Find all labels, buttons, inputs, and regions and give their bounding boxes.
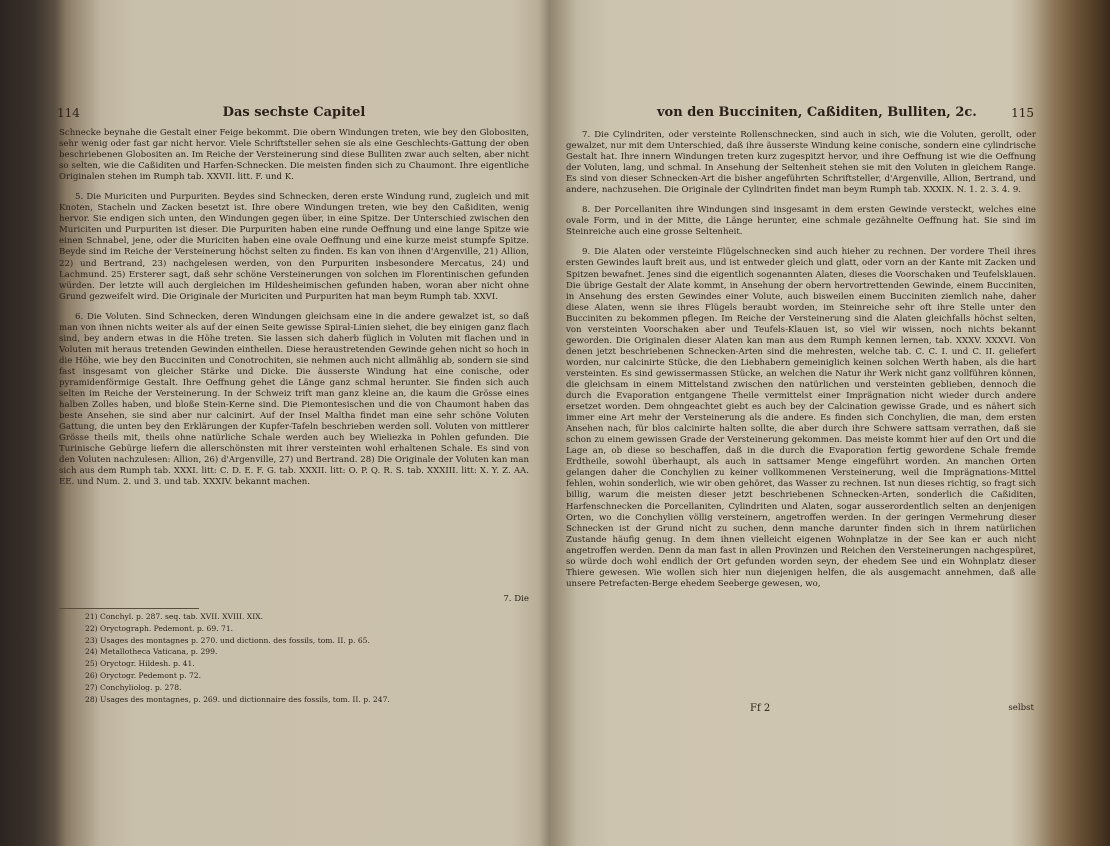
footnotes [85,611,525,705]
page-number: 115 [1011,106,1034,120]
paragraph: Schnecke beynahe die Gestalt einer Feige bekommt. Die obern Windungen treten, wie bey den Globositen, sehr wenig oder fast gar nicht hervor. Viele Schriftsteller sehen sie als eine Geschlechts-Gattung der oben beschriebenen Globositen an. Im Reiche der Versteinerung sind diese Bulliten zwar auch selten, aber nicht so selten, wie die Caßiditen und Harfen-Schnecken. Die meisten finden sich zu Chaumont. Ihre eigentliche Originalen stehen im Rumph tab. XXVII. litt. F. und K. [59,128,529,183]
footnote: 26) Oryctogr. Pedemont p. 72. [85,670,202,680]
paragraph: 7. Die Cylindriten, oder versteinte Rollenschnecken, sind auch in sich, wie die Voluten, gerollt, oder gewalzet, nur mit dem Unterschied, daß ihre äusserste Windung keine conische, sondern eine cylindrische Gestalt hat. Ihre innern Windungen treten kurz zugespitzt hervor, und ihre Oeffnung ist wie die Oeffnung der Voluten, lang, und schmal. In Ansehung der Seltenheit stehen sie mit den Voluten in gleichem Range. Es sind von dieser Schnecken-Art die bisher angeführten Schriftsteller, d'Argenville, Allion, Bertrand, und andere, nachzusehen. Die Originale der Cylindriten findet man beym Rumph tab. XXXIX. N. 1. 2. 3. 4. 9. [566,130,1036,196]
footnote: 24) Metallotheca Vaticana, p. 299. [85,647,218,657]
footnote: 21) Conchyl. p. 287. seq. tab. XVII. XVIII. XIX. [85,612,264,621]
footnote: 27) Conchyliolog. p. 278. [85,682,182,692]
paragraph: 9. Die Alaten oder versteinte Flügelschnecken sind auch hieher zu rechnen. Der vordere Theil ihres ersten Gewindes lauft breit aus, und ist entweder gleich und glatt, oder vorn an der Kante mit Zacken und Spitzen bewafnet. Jenes sind die eigentlich sogenannten Alaten, dieses die Voorschaken und Teufelsklauen. Die übrige Gestalt der Alate kommt, in Ansehung der obern hervortrettenden Gewinde, einem Bucciniten, in Ansehung des ersten Gewindes einer Volute, auch bisweilen einem Bucciniten ziemlich nahe, daher diese Alaten, wenn sie ihres Flügels beraubt worden, im Steinreiche sehr oft ihre Stelle unter den Bucciniten zu bekommen pflegen. Im Reiche der Versteinerung sind die Alaten gleichfalls höchst selten, von versteinten Voorschaken aber und Teufels-Klauen ist, so viel wir wissen, noch nichts bekannt geworden. Die Originalen dieser Alaten kan man aus dem Rumph kennen lernen, tab. XXXV. XXXVI. Von denen jetzt beschriebenen Schnecken-Arten sind die mehresten, welche tab. C. C. I. und C. II. geliefert worden, nur calcinirte Stücke, die den Liebhabern gemeiniglich keinen solchen Werth haben, als die hart versteinten. Es sind gewissermassen Stücke, an welchen die Natur ihr Werk nicht ganz vollführen können, die gleichsam in einem Mittelstand zwischen den natürlichen und versteinten geblieben, dennoch die durch die Evaporation entgangene Theile vermittelst einer Imprägnation nicht wieder durch andere ersetzet worden. Dem ohngeachtet giebt es auch bey der Calcination gewisse Grade, und es nähert sich immer eine Art mehr der Versteinerung als die andere. Es finden sich Conchylien, die man, dem ersten Ansehen nach, für blos calcinirte halten sollte, die aber durch ihre Schwere sattsam verrathen, daß sie schon zu einem gewissen Grade der Versteinerung gekommen. Das meiste kommt hier auf den Ort und die Lage an, ob diese so beschaffen, daß in die durch die Evaporation fertig gewordene Schale fremde Erdtheile, sowohl überhaupt, als auch in sattsamer Menge eingeführt worden. An manchen Orten gelangen daher die Conchylien zu keiner vollkommenen Versteinerung, weil die Imprägnations-Mittel fehlen, wohin sonderlich, wie wir oben gehöret, das Wasser zu rechnen. Ist nun dieses richtig, so fragt sich billig, warum die meisten dieser jetzt beschriebenen Schnecken-Arten, sonderlich die Caßiditen, Harfenschnecken die Porcellaniten, Cylindriten und Alaten, sogar ausserordentlich selten an denjenigen Orten, wo die Conchylien völlig versteinern, angetroffen werden. In der geringen Vermehrung dieser Schnecken ist der Grund nicht zu suchen, denn manche darunter finden sich in ihrem natürlichen Zustande häufig genug. In dem ihnen vielleicht eigenen Wohnplatze in der See kan er auch nicht angetroffen werden. Denn da man fast in allen Provinzen und Reichen den Versteinerungen nachgespüret, so würde doch wohl endlich der Ort gefunden worden seyn, der ehedem See und ein Wohnplatz dieser Thiere gewesen. Wie wollen sich hier nun diejenigen helfen, die als ausgemacht annehmen, daß alle unsere Petrefacten-Berge ehedem Seeberge gewesen, wo, [566,247,1036,589]
signature-mark: Ff 2 [750,703,771,714]
paragraph: 5. Die Muriciten und Purpuriten. Beydes sind Schnecken, deren erste Windung rund, zugleich und mit Knoten, Stacheln und Zacken besetzt ist. Ihre obere Windungen treten, wie bey den Caßiditen, wenig hervor. Sie endigen sich unten, den Windungen gegen über, in eine Spitze. Der Unterschied zwischen den Muriciten und Purpuriten ist dieser. Die Purpuriten haben eine runde Oeffnung und eine lange Spitze wie einen Schnabel, jene, oder die Muriciten haben eine ovale Oeffnung und eine kurze meist stumpfe Spitze. Beyde sind im Reiche der Versteinerung höchst selten zu finden. Es kan von ihnen d'Argenville, 21) Allion, 22) und Bertrand, 23) nachgelesen werden, von den Purpuriten insbesondere Mercatus, 24) und Lachmund. 25) Ersterer sagt, daß sehr schöne Versteinerungen von solchen im Florentinischen gefunden würden. Der letzte will auch dergleichen im Hildesheimischen gefunden haben, woran aber nicht ohne Grund gezweifelt wird. Die Originale der Muriciten und Purpuriten hat man beym Rumph tab. XXVI. [59,192,529,302]
catchword: selbst [1008,703,1034,713]
paragraph: 6. Die Voluten. Sind Schnecken, deren Windungen gleichsam eine in die andere gewalzet ist, so daß man von ihnen nichts weiter als auf der einen Seite gewisse Spiral-Linien siehet, die bey einigen ganz flach sind, bey andern etwas in die Höhe treten. Sie lassen sich daherb füglich in Voluten mit flachen und in Voluten mit heraus tretenden Gewinden eintheilen. Diese heraustretenden Gewinde gehen nicht so hoch in die Höhe, wie bey den Bucciniten und Conotrochiten, sie nehmen auch nicht allmählig ab, sondern sie sind fast insgesamt von gleicher Stärke und Dicke. Die äusserste Windung hat eine conische, oder pyramidenförmige Gestalt. Ihre Oeffnung gehet die Länge ganz schmal herunter. Sie finden sich auch selten im Reiche der Versteinerung. In der Schweiz trift man ganz kleine an, die kaum die Grösse eines halben Zolles haben, und bloße Stein-Kerne sind. Die Piemontesischen und die von Chaumont haben das beste Ansehen, sie sind aber nur calcinirt. Auf der Insel Maltha findet man eine sehr schöne Voluten Gattung, die unten bey den Erklärungen der Kupfer-Tafeln beschrieben werden soll. Voluten von mittlerer Grösse theils mit, theils ohne natürliche Schale werden auch bey Wieliezka in Pohlen gefunden. Die Turinische Gebürge liefern die allerschönsten mit ihrer versteinten wohl erhaltenen Schale. Es sind von den Voluten nachzulesen: Allion, 26) d'Argenville, 27) und Bertrand. 28) Die Originale der Voluten kan man sich aus dem Rumph tab. XXXI. litt: C. D. E. F. G. tab. XXXII. litt: O. P. Q. R. S. tab. XXXIII. litt: X. Y. Z. AA. EE. und Num. 2. und 3. und tab. XXXIV. bekannt machen. [59,311,529,488]
right-page [562,0,1042,846]
footnote: 28) Usages des montagnes, p. 269. und dictionnaire des fossils, tom. II. p. 247. [85,694,390,704]
body-text [59,128,529,497]
page-number: 114 [57,106,80,120]
left-page [55,0,533,846]
page-header [562,104,1042,126]
body-text [566,130,1036,599]
footnote: 23) Usages des montagnes p. 270. und dictionn. des fossils, tom. II. p. 65. [85,635,370,645]
paragraph: 8. Der Porcellaniten ihre Windungen sind insgesamt in dem ersten Gewinde versteckt, welches eine ovale Form, und in der Mitte, die Länge herunter, eine schmale gezähnelte Oeffnung hat. Sie sind im Steinreiche auch eine grosse Seltenheit. [566,205,1036,238]
footnote-rule [59,608,199,609]
footnote: 25) Oryctogr. Hildesh. p. 41. [85,659,195,669]
footnote: 22) Oryctograph. Pedemont. p. 69. 71. [85,623,234,633]
catchword: 7. Die [503,594,529,604]
running-title: von den Bucciniten, Caßiditen, Bulliten, 2c. [657,105,977,120]
running-title: Das sechste Capitel [222,105,366,120]
page-header [55,104,533,126]
